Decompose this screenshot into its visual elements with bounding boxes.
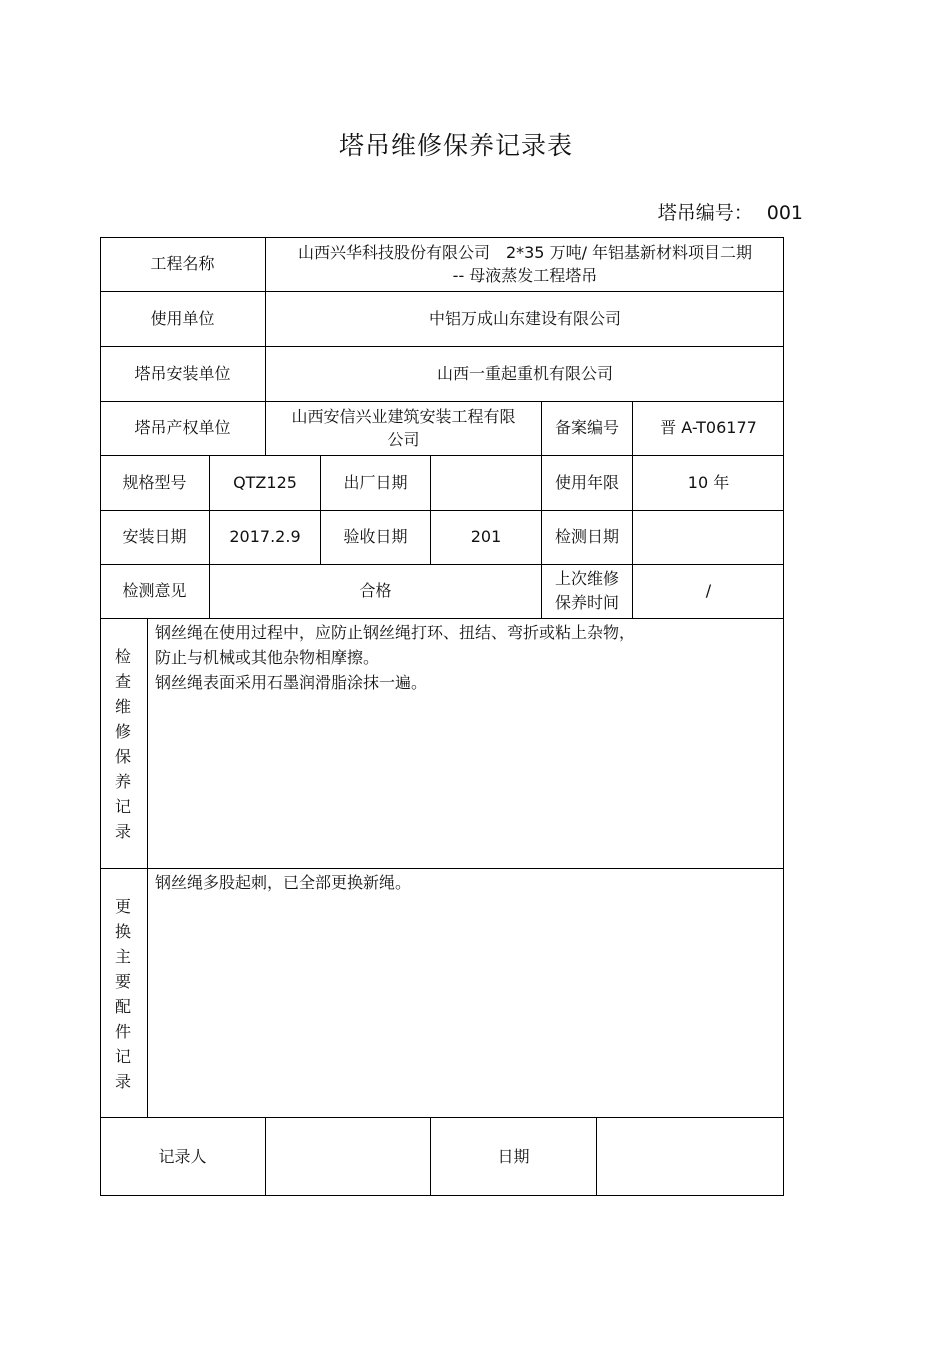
user-unit-label: 使用单位 bbox=[150, 308, 215, 328]
last-maint-label-line1: 上次维修 bbox=[554, 569, 619, 588]
label-char: 修 bbox=[114, 722, 131, 741]
recorder-label: 记录人 bbox=[158, 1146, 207, 1166]
date-label: 日期 bbox=[497, 1146, 530, 1166]
col-divider bbox=[147, 618, 148, 1117]
page-title: 塔吊维修保养记录表 bbox=[338, 131, 573, 160]
project-name-value bbox=[266, 237, 784, 291]
date-value bbox=[597, 1117, 784, 1196]
inspect-opinion-value: 合格 bbox=[359, 581, 392, 600]
factory-date-value bbox=[431, 455, 541, 510]
label-char: 录 bbox=[114, 822, 131, 841]
recorder-value bbox=[266, 1117, 430, 1196]
project-name-line1: 山西兴华科技股份有限公司 2*35 万吨/ 年铝基新材料项目二期 bbox=[297, 243, 753, 262]
label-char: 检 bbox=[114, 647, 131, 666]
owner-unit-value bbox=[266, 401, 541, 455]
label-char: 查 bbox=[114, 672, 131, 691]
label-char: 录 bbox=[114, 1072, 131, 1091]
spec-label: 规格型号 bbox=[122, 472, 187, 492]
label-char: 保 bbox=[114, 747, 131, 766]
service-life-label: 使用年限 bbox=[554, 472, 619, 492]
project-name-label: 工程名称 bbox=[150, 254, 215, 273]
label-char: 主 bbox=[114, 947, 131, 966]
label-char: 换 bbox=[114, 922, 131, 941]
owner-unit-line1: 山西安信兴业建筑安装工程有限 bbox=[291, 407, 516, 426]
text-line: 防止与机械或其他杂物相摩擦。 bbox=[155, 648, 380, 667]
install-unit-value: 山西一重起重机有限公司 bbox=[436, 363, 613, 383]
parts-record-label bbox=[100, 894, 146, 1094]
record-no-value: 晋 A-T06177 bbox=[660, 418, 757, 437]
crane-number-value: 001 bbox=[766, 202, 803, 224]
row-divider bbox=[100, 868, 784, 869]
last-maint-value: / bbox=[705, 581, 712, 600]
service-life-value: 10 年 bbox=[687, 472, 730, 492]
maintenance-record-text bbox=[155, 620, 635, 695]
crane-number bbox=[658, 198, 803, 225]
record-no-label: 备案编号 bbox=[554, 418, 619, 437]
label-char: 记 bbox=[114, 797, 131, 816]
text-line: 钢丝绳多股起刺，已全部更换新绳。 bbox=[155, 873, 412, 892]
acceptance-date-label: 验收日期 bbox=[343, 527, 408, 546]
inspect-date-value bbox=[633, 510, 784, 564]
label-char: 要 bbox=[114, 972, 131, 991]
row-divider bbox=[100, 618, 784, 619]
text-line: 钢丝绳表面采用石墨润滑脂涂抹一遍。 bbox=[155, 673, 428, 692]
label-char: 配 bbox=[114, 997, 131, 1016]
last-maint-label bbox=[542, 564, 632, 618]
install-date-label: 安装日期 bbox=[122, 527, 187, 546]
text-line: 钢丝绳在使用过程中，应防止钢丝绳打环、扭结、弯折或粘上杂物， bbox=[155, 623, 636, 642]
project-name-line2: -- 母液蒸发工程塔吊 bbox=[452, 266, 598, 285]
factory-date-label: 出厂日期 bbox=[343, 472, 408, 492]
crane-number-label: 塔吊编号： bbox=[657, 202, 753, 224]
last-maint-label-line2: 保养时间 bbox=[554, 593, 619, 612]
install-date-value: 2017.2.9 bbox=[229, 527, 301, 546]
acceptance-date-value: 201 bbox=[470, 527, 502, 546]
label-char: 件 bbox=[114, 1022, 131, 1041]
spec-value: QTZ125 bbox=[233, 472, 297, 492]
owner-unit-line2: 公司 bbox=[387, 430, 420, 449]
user-unit-value: 中铝万成山东建设有限公司 bbox=[428, 308, 621, 328]
owner-unit-label: 塔吊产权单位 bbox=[134, 418, 231, 437]
install-unit-label: 塔吊安装单位 bbox=[134, 363, 231, 383]
parts-record-text bbox=[155, 870, 411, 895]
inspect-opinion-label: 检测意见 bbox=[122, 581, 187, 600]
maintenance-record-label bbox=[100, 644, 146, 844]
label-char: 记 bbox=[114, 1047, 131, 1066]
label-char: 更 bbox=[114, 897, 131, 916]
label-char: 养 bbox=[114, 772, 131, 791]
inspect-date-label: 检测日期 bbox=[554, 527, 619, 546]
label-char: 维 bbox=[114, 697, 131, 716]
